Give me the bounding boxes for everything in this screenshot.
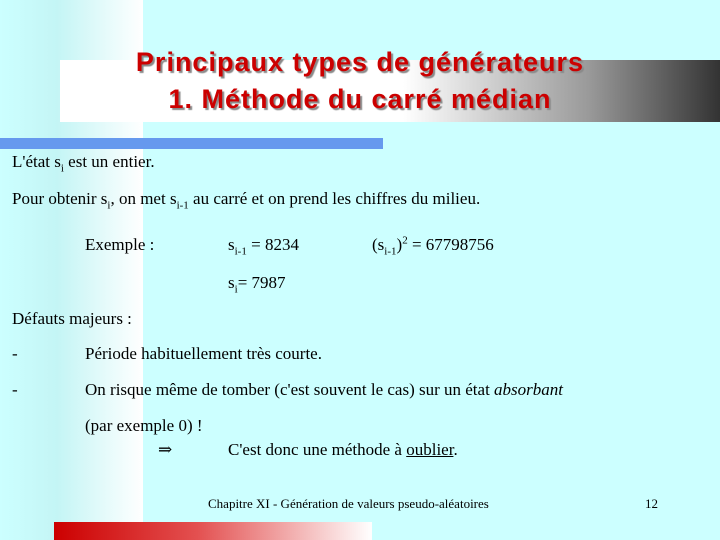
method-line: Pour obtenir $s_i$, on met $s_{i-1}$ au carré et on prend les chiffres du milieu. [12, 189, 481, 212]
footer-accent-bar [54, 522, 372, 540]
state-line: L'état $s_i$ est un entier. [12, 152, 155, 175]
title-line-1: Principaux types de générateurs [135, 47, 585, 77]
footer-chapter: Chapitre XI - Génération de valeurs pseudo-aléatoires [208, 496, 489, 511]
example-label: Exemple : [85, 235, 155, 254]
bullet-dash-1: - [12, 344, 18, 363]
example-equation-2: $(s_{i-1})^2 = 67798756$ [372, 234, 494, 258]
defects-heading: Défauts majeurs : [12, 309, 132, 328]
bullet-dash-2: - [12, 380, 18, 399]
conclusion: C'est donc une méthode à oublier. [228, 440, 458, 459]
defect-2: On risque même de tomber (c'est souvent le cas) sur un état absorbant [85, 380, 564, 399]
implies-arrow-icon: ⇒ [158, 440, 173, 459]
example-equation-3: $s_i= 7987$ [228, 273, 286, 296]
example-equation-1: $s_{i-1} = 8234$ [228, 235, 299, 258]
slide-title [60, 44, 660, 118]
title-line-2: 1. Méthode du carré médian [168, 84, 552, 114]
page-number: 12 [645, 496, 658, 511]
defect-2-continuation: (par exemple 0) ! [85, 416, 203, 435]
accent-divider [0, 138, 383, 149]
defect-1: Période habituellement très courte. [85, 344, 322, 363]
